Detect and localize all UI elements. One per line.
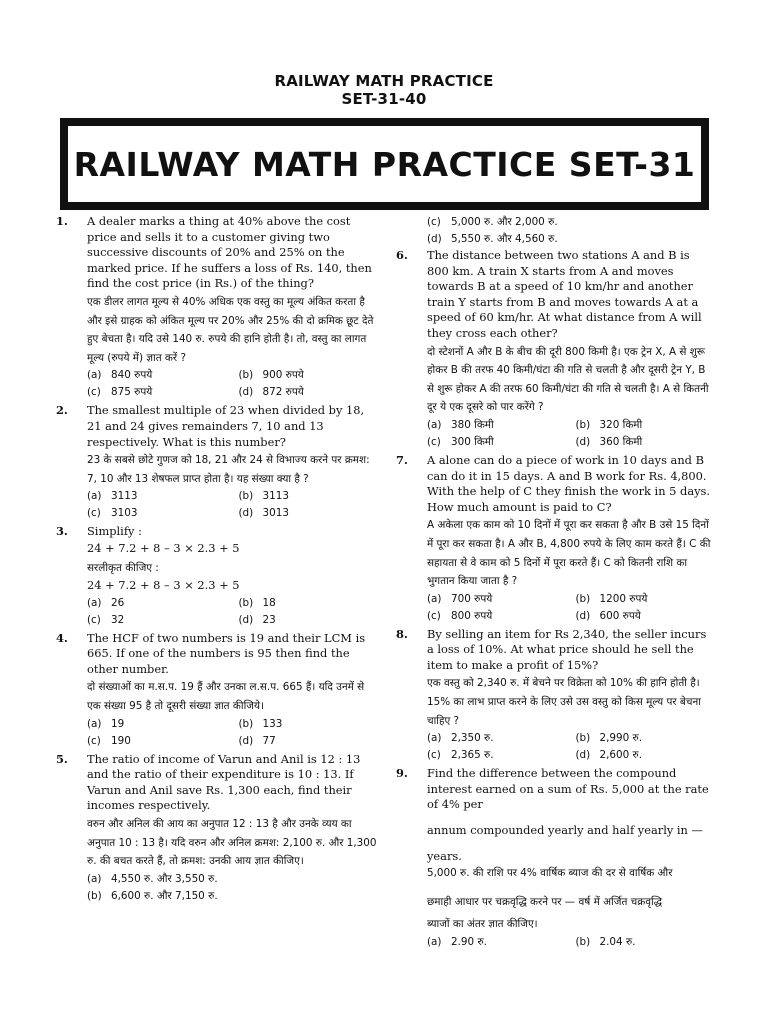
question-number: 7. [396,452,408,467]
option-label: (d) [427,233,442,245]
math-expression: 24 + 7.2 + 8 – 3 × 2.3 + 5 [87,540,240,555]
option-a [87,367,229,384]
option-text: 1200 रुपये [599,592,648,605]
option-label: (c) [427,609,441,622]
options [427,934,714,951]
question-1 [52,214,380,401]
option-text: 600 रुपये [599,609,641,622]
question-text-hindi-line-3: ब्याजों का अंतर ज्ञात कीजिए। [427,918,538,931]
option-text: 2,350 रु. [451,732,494,745]
option-label: (d) [575,749,591,762]
option-label: (b) [238,717,254,730]
question-text-hindi: एक डीलर लागत मूल्य से 40% अधिक एक वस्तु का मूल्य अंकित करता है और इसे ग्राहक को अंकित मूल्य पर 20% और 25% की दो क्रमिक छूट देते हुए बेचता है। यदि उसे 140 रु. रुपये की हानि होती है। तो, वस्तु का लागत मूल्य (रुपये में) ज्ञात करें ? [87,295,374,364]
option-label: (b) [575,418,591,431]
option-label: (a) [87,490,102,503]
question-text-hindi: 5,000 रु. की राशि पर 4% वार्षिक ब्याज की दर से वार्षिक और [427,867,673,880]
option-label: (b) [238,490,254,503]
option-label: (b) [87,889,102,902]
question-text-hindi: 23 के सबसे छोटे गुणज को 18, 21 और 24 से विभाज्य करने पर क्रमश: 7, 10 और 13 शेषफल प्राप्त होता है। यह संख्या क्या है ? [87,454,370,485]
title-banner [60,118,709,210]
option-label: (a) [427,732,442,745]
option-label: (d) [238,734,254,747]
option-text: 32 [111,613,125,626]
question-number: 5. [56,751,68,766]
question-text-english: A alone can do a piece of work in 10 days and B can do it in 15 days. A and B work for Rs. 4,800. With the help of C they finish the work in 5 days. How much amount is paid to C? [427,452,711,514]
option-c [427,434,566,451]
option-label: (a) [427,592,442,605]
option-b [576,591,715,608]
option-a [427,934,566,951]
option-label: (a) [87,369,102,382]
option-label: (a) [427,936,442,948]
question-text-english: Find the difference between the compound interest earned on a sum of Rs. 5,000 at the rate of 4% per [427,766,709,812]
option-d [576,434,715,451]
question-number: 4. [56,630,68,645]
option-text: 800 रुपये [451,609,493,622]
options [87,871,380,905]
right-column [392,214,714,951]
option-a [87,595,229,612]
option-text: 2,990 रु. [599,732,643,745]
question-text-english: Simplify : [87,524,142,539]
question-text-hindi-line-2: छमाही आधार पर चक्रवृद्धि करने पर — वर्ष में अर्जित चक्रवृद्धि [427,895,663,908]
option-text: 4,550 रु. और 3,550 रु. [111,872,218,885]
question-text-hindi: दो स्टेशनों A और B के बीच की दूरी 800 किमी है। एक ट्रेन X, A से शुरू होकर B की तरफ 40 किमी/घंटा की गति से चलती है और दूसरी ट्रेन Y, B से शुरू होकर A की तरफ 60 किमी/घंटा की गति से चलती है। A से कितनी दूर ये एक दूसरे को पार करेंगे ? [427,345,709,414]
question-9 [392,766,714,951]
option-c [87,733,229,750]
option-b [576,934,715,951]
question-text-english: The HCF of two numbers is 19 and their LCM is 665. If one of the numbers is 95 then find the other number. [87,630,366,676]
option-label: (d) [575,435,591,448]
question-4 [52,631,380,750]
option-text: 872 रुपये [262,386,304,399]
question-text-hindi: एक वस्तु को 2,340 रु. में बेचने पर विक्रेता को 10% की हानि होती है। 15% का लाभ प्राप्त करने के लिए उसे उस वस्तु को किस मूल्य पर बेचना चाहिए ? [427,677,701,727]
option-a [427,591,566,608]
option-label: (c) [87,613,101,626]
option-label: (b) [575,936,591,948]
question-text-english: The distance between two stations A and B is 800 km. A train X starts from A and moves towards B at a speed of 10 km/hr and another train Y starts from B and moves towards A at a speed of 60 km/hr. At what distance from A will they cross each other? [427,248,702,340]
question-7 [392,453,714,625]
option-text: 3103 [111,507,138,520]
question-text-hindi: दो संख्याओं का म.स.प. 19 हैं और उनका ल.स.प. 665 हैं। यदि उनमें से एक संख्या 95 है तो दूसरी संख्या ज्ञात कीजिये। [87,681,365,713]
left-column [52,214,380,905]
option-label: (a) [87,717,102,730]
option-text: 5,000 रु. और 2,000 रु. [451,216,558,228]
option-b [239,716,381,733]
option-label: (d) [238,386,254,399]
option-d [239,733,381,750]
option-label: (d) [238,613,254,626]
question-5-continued [392,214,714,248]
option-d [427,231,714,248]
options [427,214,714,248]
option-label: (b) [238,596,254,609]
option-text: 3113 [111,490,138,503]
option-c [427,214,714,231]
option-a [87,871,380,888]
title-banner-inner [68,126,701,202]
option-text: 6,600 रु. और 7,150 रु. [111,889,218,902]
option-text: 19 [111,717,125,730]
option-b [239,367,381,384]
option-text: 875 रुपये [111,386,153,399]
option-text: 700 रुपये [451,592,493,605]
option-b [239,595,381,612]
question-6 [392,248,714,451]
options [87,716,380,750]
option-text: 840 रुपये [111,369,153,382]
option-c [427,608,566,625]
question-text-english: The smallest multiple of 23 when divided by 18, 21 and 24 gives remainders 7, 10 and 13 respectively. What is this number? [87,403,365,449]
option-text: 5,550 रु. और 4,560 रु. [451,233,558,245]
option-text: 380 किमी [451,418,494,431]
option-c [87,612,229,629]
question-text-hindi: वरुन और अनिल की आय का अनुपात 12 : 13 है और उनके व्यय का अनुपात 10 : 13 है। यदि वरुन और अनिल क्रमश: 2,100 रु. और 1,300 रु. की बचत करते हैं, तो क्रमश: उनकी आय ज्ञात कीजिए। [87,818,377,868]
option-text: 3013 [262,507,289,520]
option-label: (c) [427,216,441,228]
option-d [576,608,715,625]
question-text-hindi: A अकेला एक काम को 10 दिनों में पूरा कर सकता है और B उसे 15 दिनों में पूरा कर सकता है। A और B, 4,800 रुपये के लिए काम करते हैं। C की सहायता से वे काम को 5 दिनों में पूरा करते हैं। C को कितनी राशि का भुगतान किया जाता है ? [427,519,711,588]
option-c [87,505,229,522]
question-text-english-line-2: annum compounded yearly and half yearly in — [427,823,703,838]
option-text: 2.90 रु. [451,936,487,948]
option-a [427,417,566,434]
option-label: (c) [427,749,441,762]
option-d [239,384,381,401]
question-text-english: The ratio of income of Varun and Anil is 12 : 13 and the ratio of their expenditure is 10 : 13. If Varun and Anil save Rs. 1,300 each, find their incomes respectively. [87,751,361,813]
options [87,367,380,401]
options [427,591,714,625]
option-text: 900 रुपये [262,369,304,382]
option-text: 300 किमी [451,435,494,448]
option-text: 360 किमी [599,435,643,448]
option-label: (d) [575,609,591,622]
question-3 [52,524,380,628]
option-a [87,488,229,505]
question-number: 9. [396,766,408,781]
header-set-range: SET-31-40 [341,90,427,108]
options [427,730,714,764]
question-5 [52,752,380,905]
option-label: (a) [427,418,442,431]
option-text: 190 [111,734,131,747]
option-c [427,747,566,764]
option-label: (d) [238,507,254,520]
question-number: 1. [56,214,68,228]
option-text: 2,600 रु. [599,749,643,762]
option-text: 3113 [262,490,289,503]
option-text: 18 [262,596,276,609]
option-text: 2,365 रु. [451,749,494,762]
option-b [87,888,380,905]
question-2 [52,403,380,522]
question-number: 2. [56,403,68,418]
option-a [427,730,566,747]
options [427,417,714,451]
question-text-english-line-3: years. [427,848,462,863]
header-title: RAILWAY MATH PRACTICE [274,72,494,90]
option-d [239,612,381,629]
option-label: (a) [87,872,102,885]
option-label: (c) [87,386,101,399]
question-number: 8. [396,626,408,641]
options [87,595,380,629]
question-text-hindi: सरलीकृत कीजिए : [87,561,159,574]
question-number: 3. [56,524,68,539]
option-b [239,488,381,505]
option-d [239,505,381,522]
page-title: RAILWAY MATH PRACTICE SET-31 [73,144,696,184]
option-text: 133 [262,717,283,730]
option-text: 320 किमी [599,418,643,431]
option-label: (b) [575,732,591,745]
option-a [87,716,229,733]
question-text-english: A dealer marks a thing at 40% above the cost price and sells it to a customer giving two successive discounts of 20% and 25% on the marked price. If he suffers a loss of Rs. 140, then find the cost price (in Rs.) of the thing? [87,214,372,291]
option-label: (c) [87,507,101,520]
option-label: (c) [427,435,441,448]
page-header [0,72,768,108]
option-b [576,417,715,434]
option-c [87,384,229,401]
question-text-english: By selling an item for Rs 2,340, the seller incurs a loss of 10%. At what price should he sell the item to make a profit of 15%? [427,626,707,672]
option-label: (b) [238,369,254,382]
math-expression: 24 + 7.2 + 8 – 3 × 2.3 + 5 [87,578,240,593]
options [87,488,380,522]
option-b [576,730,715,747]
question-number: 6. [396,248,408,262]
question-8 [392,627,714,765]
option-d [576,747,715,764]
option-text: 26 [111,596,125,609]
option-text: 23 [262,613,276,626]
option-text: 77 [262,734,276,747]
option-label: (b) [575,592,591,605]
option-text: 2.04 रु. [599,936,636,948]
option-label: (c) [87,734,101,747]
option-label: (a) [87,596,102,609]
